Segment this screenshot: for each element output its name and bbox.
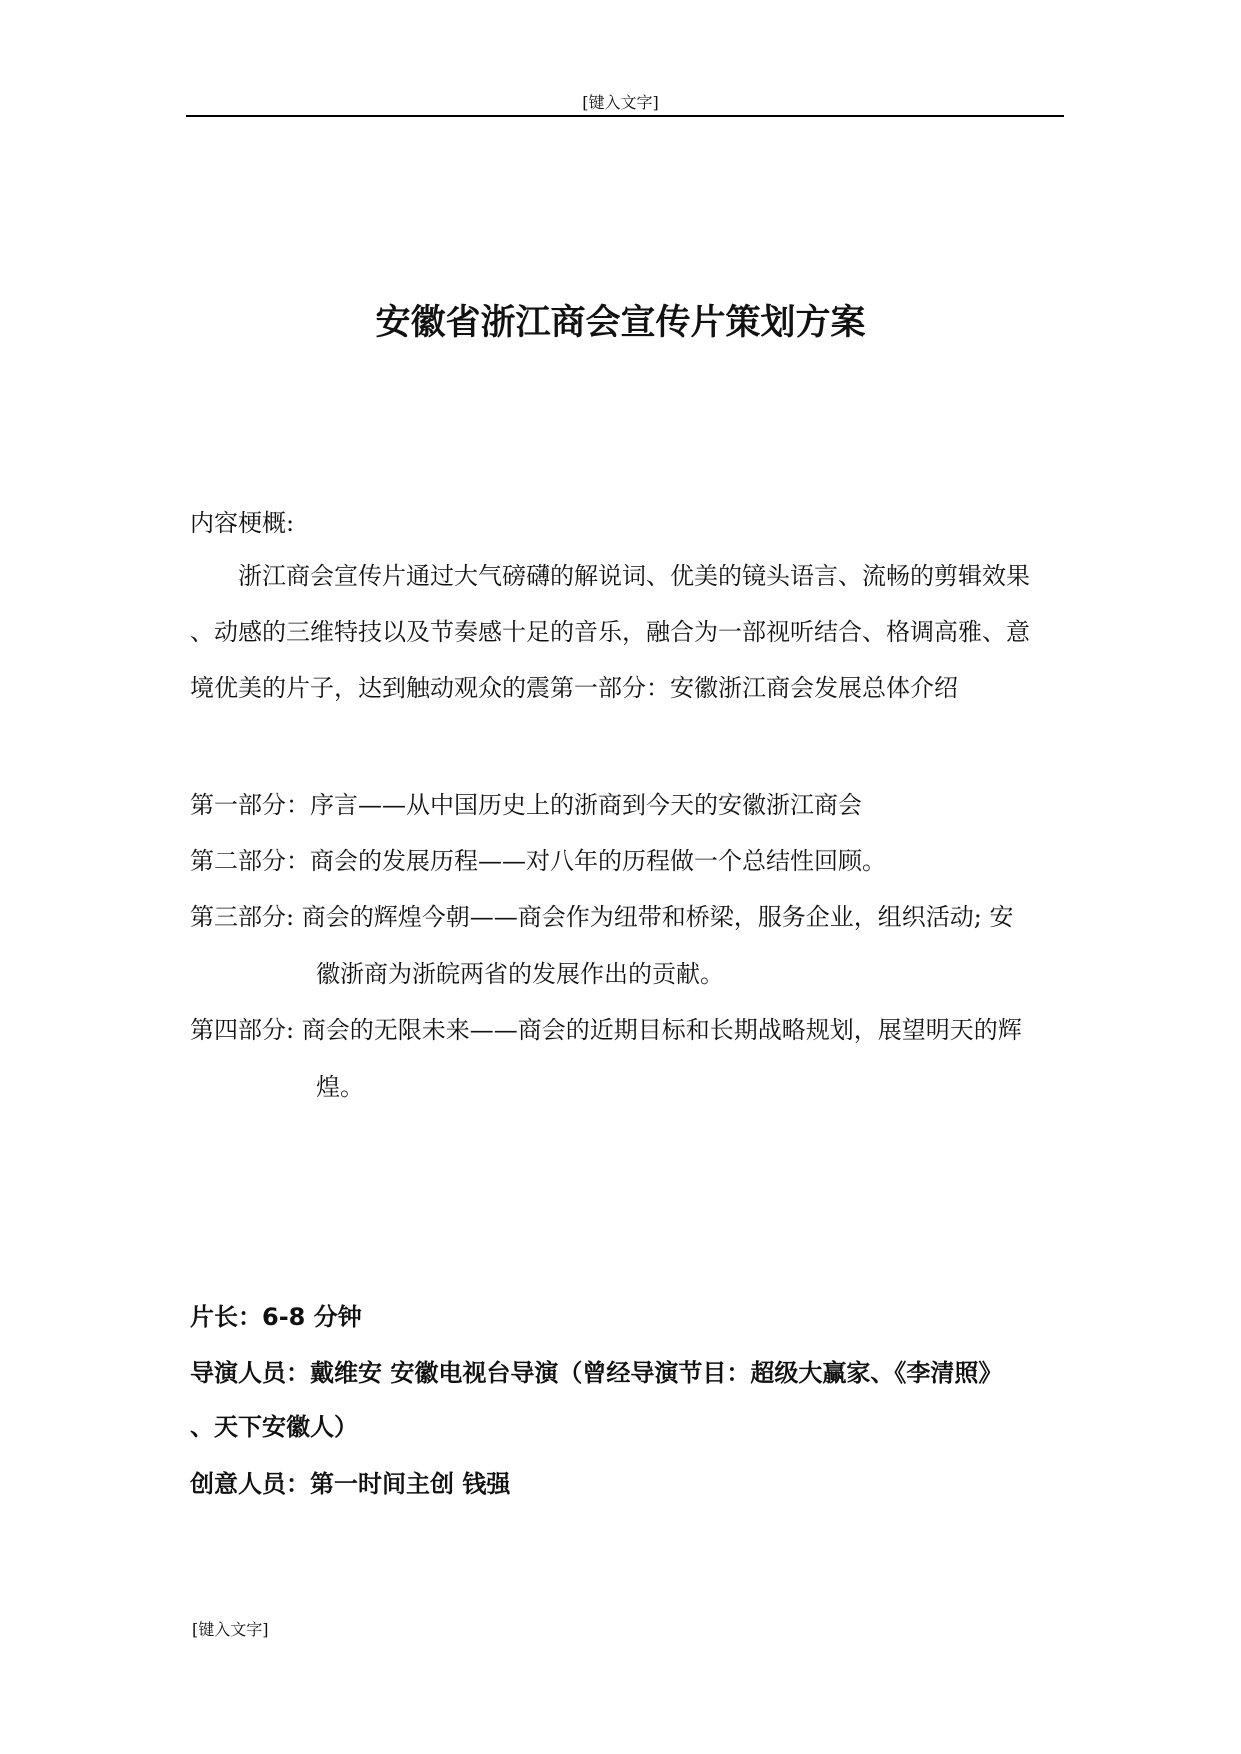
summary-line: 境优美的片子，达到触动观众的震第一部分：安徽浙江商会发展总体介绍 — [190, 674, 958, 702]
summary-label: 内容梗概: — [190, 509, 295, 537]
page-header: [键入文字] — [582, 93, 659, 112]
summary-line: 、动感的三维特技以及节奏感十足的音乐，融合为一部视听结合、格调高雅、意 — [190, 618, 1030, 646]
part-text: 商会的无限未来——商会的近期目标和长期战略规划，展望明天的辉 — [301, 1016, 1022, 1044]
part-label: 第三部分: — [190, 903, 295, 931]
document-title: 安徽省浙江商会宣传片策划方案 — [375, 303, 866, 343]
part-text: 商会的发展历程——对八年的历程做一个总结性回顾。 — [310, 847, 886, 875]
part-label: 第二部分： — [190, 847, 310, 875]
credit-director: 导演人员：戴维安 安徽电视台导演（曾经导演节目：超级大赢家、《李清照》 — [190, 1359, 1003, 1387]
credit-director-continuation: 、天下安徽人） — [190, 1413, 358, 1441]
part-label: 第四部分: — [190, 1016, 295, 1044]
credit-duration: 片长：6-8 分钟 — [190, 1303, 362, 1331]
credit-creative: 创意人员：第一时间主创 钱强 — [190, 1470, 511, 1498]
summary-line: 浙江商会宣传片通过大气磅礴的解说词、优美的镜头语言、流畅的剪辑效果 — [190, 562, 1030, 590]
part-text: 序言——从中国历史上的浙商到今天的安徽浙江商会 — [310, 791, 862, 819]
header-rule — [186, 115, 1064, 117]
part-4-continuation: 煌。 — [316, 1073, 364, 1101]
part-4 — [190, 1010, 1022, 1045]
part-3-continuation: 徽浙商为浙皖两省的发展作出的贡献。 — [316, 960, 724, 988]
part-3 — [190, 897, 1013, 932]
part-text: 商会的辉煌今朝——商会作为纽带和桥梁，服务企业，组织活动; 安 — [301, 903, 1014, 931]
part-2 — [190, 841, 886, 876]
page-footer: [键入文字] — [192, 1620, 269, 1639]
part-1 — [190, 785, 862, 820]
part-label: 第一部分： — [190, 791, 310, 819]
